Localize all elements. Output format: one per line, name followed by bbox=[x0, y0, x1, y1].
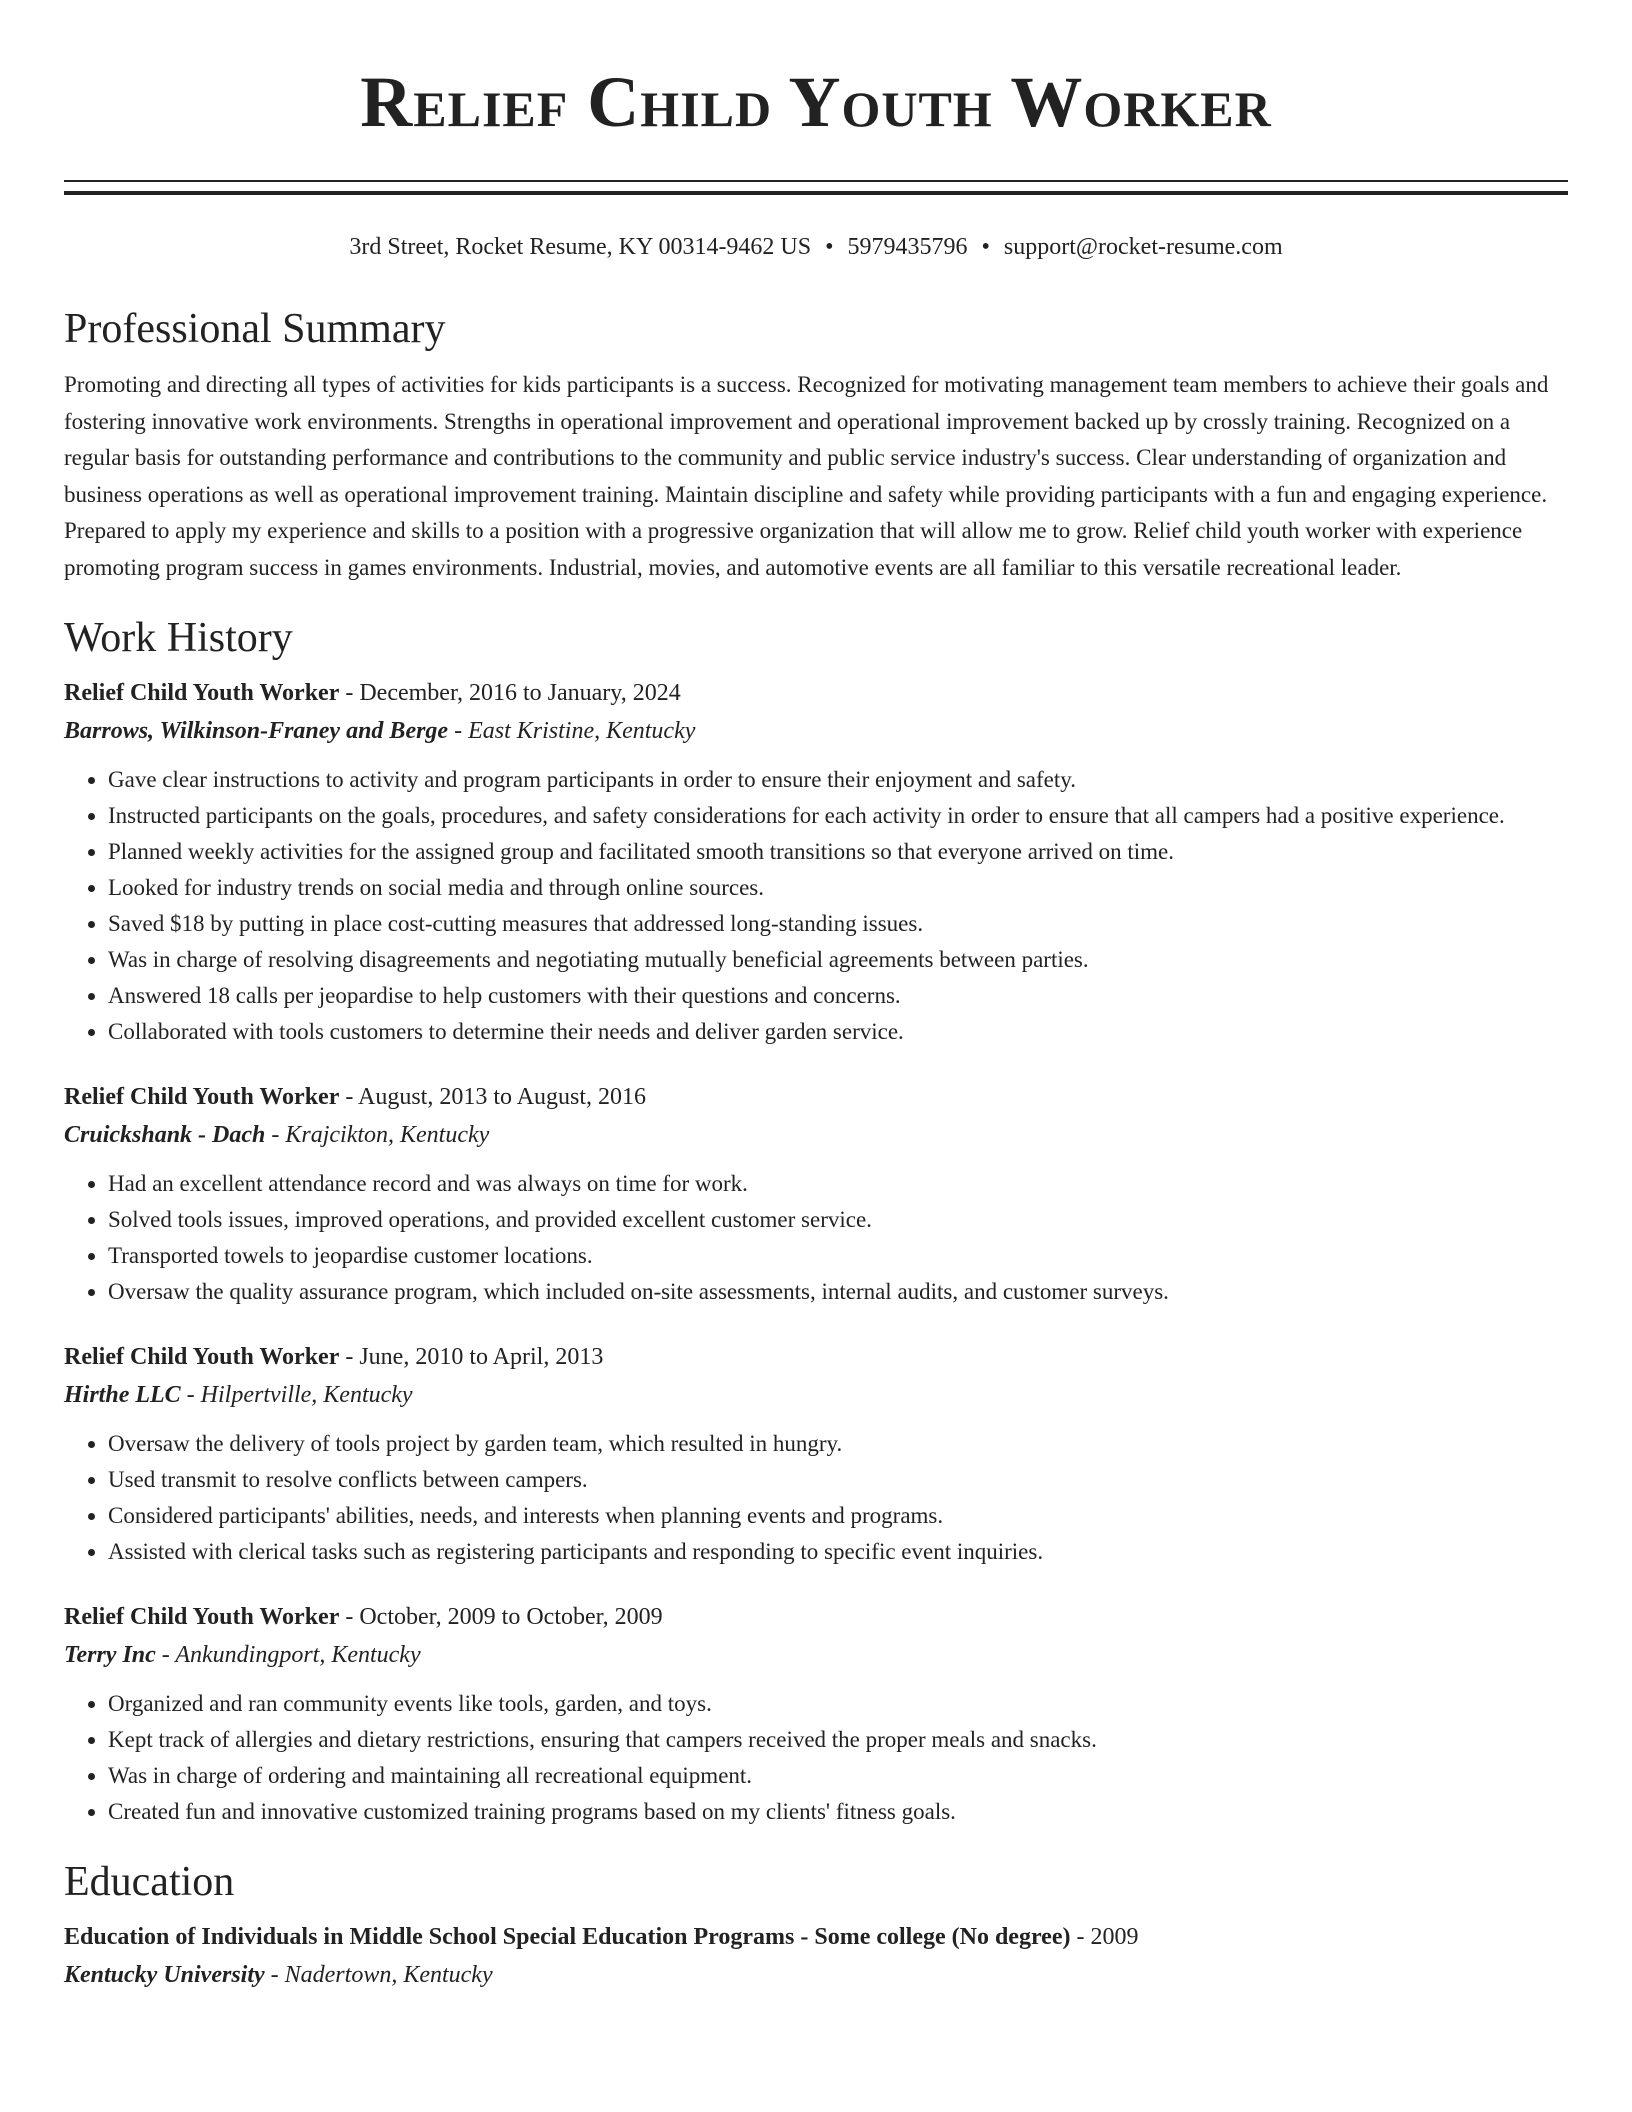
contact-phone: 5979435796 bbox=[847, 234, 968, 260]
job-duties bbox=[64, 762, 1568, 1050]
job-role: Relief Child Youth Worker bbox=[64, 680, 340, 706]
job-duty-item: • Organized and ran community events like tools, garden, and toys. bbox=[108, 1686, 1568, 1722]
contact-email[interactable]: support@rocket-resume.com bbox=[1003, 234, 1283, 260]
candidate-name: Relief Child Youth Worker bbox=[360, 62, 1272, 142]
work-history-list bbox=[64, 674, 1568, 1830]
job-duties bbox=[64, 1166, 1568, 1310]
job-role: Relief Child Youth Worker bbox=[64, 1604, 340, 1630]
job-company: Terry Inc bbox=[64, 1642, 156, 1668]
job-duty-item: • Used transmit to resolve conflicts between campers. bbox=[108, 1462, 1568, 1498]
job-duty-item: • Planned weekly activities for the assigned group and facilitated smooth transitions so that everyone arrived on time. bbox=[108, 834, 1568, 870]
job-location: - Hilpertville, Kentucky bbox=[180, 1382, 413, 1408]
job-header bbox=[64, 674, 1568, 712]
contact-address: 3rd Street, Rocket Resume, KY 00314-9462 US bbox=[349, 234, 812, 260]
job-dates: - October, 2009 to October, 2009 bbox=[339, 1604, 663, 1630]
contact-line bbox=[64, 231, 1568, 263]
education-school-line bbox=[64, 1956, 1568, 1994]
job-dates: - June, 2010 to April, 2013 bbox=[339, 1344, 604, 1370]
education-year: - 2009 bbox=[1070, 1924, 1139, 1950]
job-duty-item: • Looked for industry trends on social media and through online sources. bbox=[108, 870, 1568, 906]
job-duty-item: • Collaborated with tools customers to determine their needs and deliver garden service. bbox=[108, 1014, 1568, 1050]
job-duties bbox=[64, 1686, 1568, 1830]
job-duty-item: • Oversaw the quality assurance program, which included on-site assessments, internal audits, and customer surveys. bbox=[108, 1274, 1568, 1310]
education-entry bbox=[64, 1918, 1568, 1994]
job-company: Barrows, Wilkinson-Franey and Berge bbox=[64, 718, 449, 744]
education-heading: Education bbox=[64, 1859, 235, 1905]
job-duty-item: • Had an excellent attendance record and was always on time for work. bbox=[108, 1166, 1568, 1202]
job-company: Hirthe LLC bbox=[64, 1382, 181, 1408]
job-location: - Krajcikton, Kentucky bbox=[265, 1122, 490, 1148]
job-duty-item: • Answered 18 calls per jeopardise to help customers with their questions and concerns. bbox=[108, 978, 1568, 1014]
job-header bbox=[64, 1078, 1568, 1116]
job-duty-item: • Saved $18 by putting in place cost-cutting measures that addressed long-standing issues. bbox=[108, 906, 1568, 942]
education-school: Kentucky University bbox=[64, 1962, 265, 1988]
job-duty-item: • Oversaw the delivery of tools project by garden team, which resulted in hungry. bbox=[108, 1426, 1568, 1462]
job-role: Relief Child Youth Worker bbox=[64, 1084, 340, 1110]
job-company-line bbox=[64, 1116, 1568, 1154]
work-history-heading: Work History bbox=[64, 615, 293, 661]
job-dates: - December, 2016 to January, 2024 bbox=[339, 680, 681, 706]
summary-text: Promoting and directing all types of activities for kids participants is a success. Recognized for motivating management team members to achieve their goals and fostering innovative work environments. Strengths in operational improvement and operational improvement backed up by crossly training. Recognized on a regular basis for outstanding performance and contributions to the community and public service industry's success. Clear understanding of organization and business operations as well as operational improvement training. Maintain discipline and safety while providing participants with a fun and engaging experience. Prepared to apply my experience and skills to a position with a progressive organization that will allow me to grow. Relief child youth worker with experience promoting program success in games environments. Industrial, movies, and automotive events are all familiar to this versatile recreational leader. bbox=[64, 372, 1549, 580]
job-duty-item: • Gave clear instructions to activity and program participants in order to ensure their enjoyment and safety. bbox=[108, 762, 1568, 798]
job-header bbox=[64, 1338, 1568, 1376]
job-duty-item: • Transported towels to jeopardise customer locations. bbox=[108, 1238, 1568, 1274]
job-duty-item: • Considered participants' abilities, needs, and interests when planning events and programs. bbox=[108, 1498, 1568, 1534]
education-degree: Education of Individuals in Middle School Special Education Programs - Some college (No degree) bbox=[64, 1924, 1071, 1950]
job-location: - Ankundingport, Kentucky bbox=[155, 1642, 421, 1668]
job-duty-item: • Instructed participants on the goals, procedures, and safety considerations for each activity in order to ensure that all campers had a positive experience. bbox=[108, 798, 1568, 834]
job-duty-item: • Solved tools issues, improved operations, and provided excellent customer service. bbox=[108, 1202, 1568, 1238]
job-duty-item: • Kept track of allergies and dietary restrictions, ensuring that campers received the proper meals and snacks. bbox=[108, 1722, 1568, 1758]
job-entry bbox=[64, 1338, 1568, 1570]
job-entry bbox=[64, 1598, 1568, 1830]
job-company-line bbox=[64, 1636, 1568, 1674]
job-dates: - August, 2013 to August, 2016 bbox=[339, 1084, 647, 1110]
job-header bbox=[64, 1598, 1568, 1636]
job-company: Cruickshank - Dach bbox=[64, 1122, 266, 1148]
contact-separator: • bbox=[981, 234, 990, 260]
job-duty-item: • Was in charge of resolving disagreements and negotiating mutually beneficial agreements between parties. bbox=[108, 942, 1568, 978]
summary-heading: Professional Summary bbox=[64, 306, 446, 352]
contact-separator: • bbox=[825, 234, 834, 260]
job-duties bbox=[64, 1426, 1568, 1570]
education-list bbox=[64, 1918, 1568, 1994]
job-duty-item: • Was in charge of ordering and maintaining all recreational equipment. bbox=[108, 1758, 1568, 1794]
job-duty-item: • Created fun and innovative customized training programs based on my clients' fitness goals. bbox=[108, 1794, 1568, 1830]
job-role: Relief Child Youth Worker bbox=[64, 1344, 340, 1370]
header-divider bbox=[64, 180, 1568, 195]
job-duty-item: • Assisted with clerical tasks such as registering participants and responding to specific event inquiries. bbox=[108, 1534, 1568, 1570]
education-location: - Nadertown, Kentucky bbox=[264, 1962, 493, 1988]
job-location: - East Kristine, Kentucky bbox=[448, 718, 696, 744]
job-entry bbox=[64, 1078, 1568, 1310]
education-header bbox=[64, 1918, 1568, 1956]
job-company-line bbox=[64, 1376, 1568, 1414]
job-company-line bbox=[64, 712, 1568, 750]
job-entry bbox=[64, 674, 1568, 1050]
